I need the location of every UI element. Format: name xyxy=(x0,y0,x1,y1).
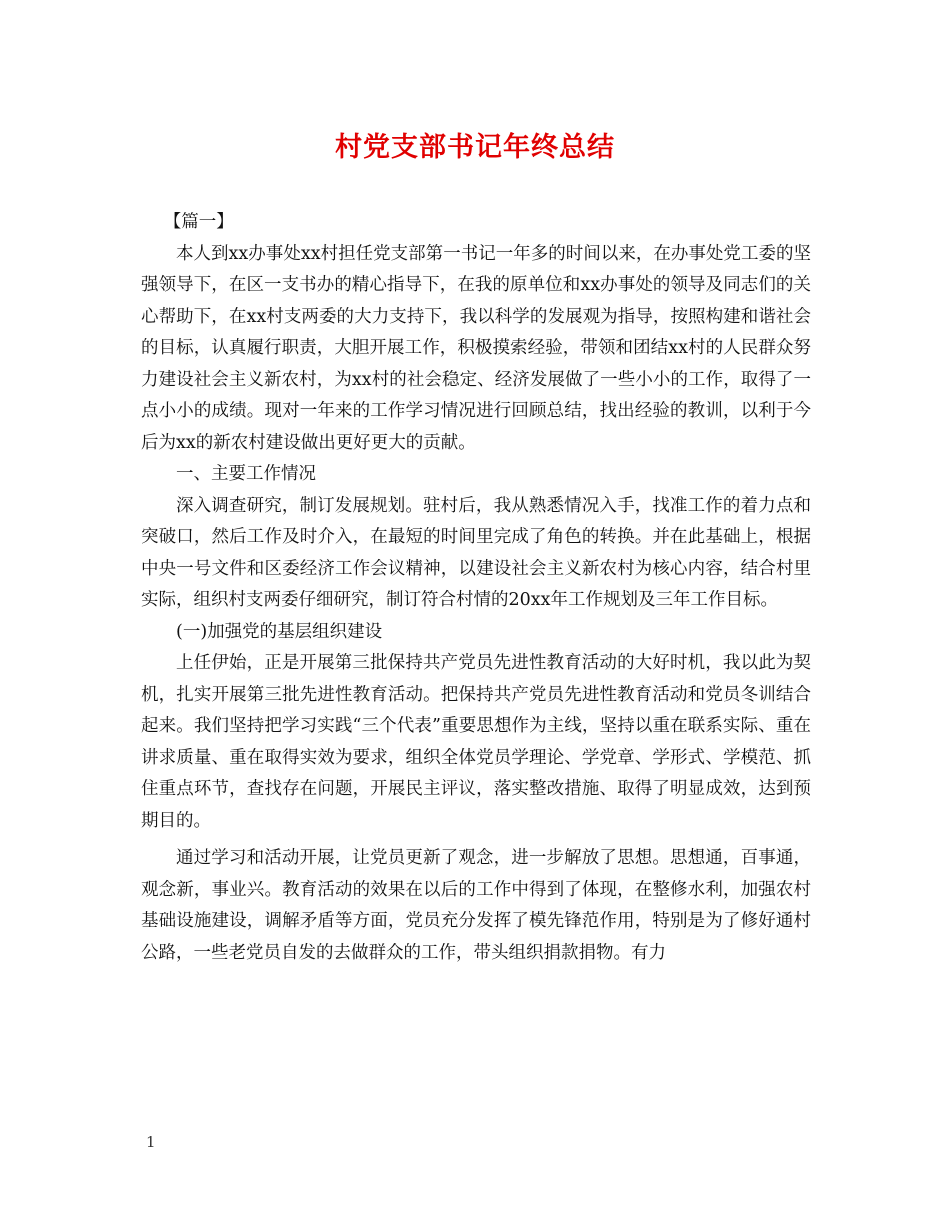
paragraph-results: 通过学习和活动开展，让党员更新了观念，进一步解放了思想。思想通，百事通，观念新，事业兴。教育活动的效果在以后的工作中得到了体现，在整修水利，加强农村基础设施建设，调解矛盾等方面，党员充分发挥了模先锋范作用，特别是为了修好通村公路，一些老党员自发的去做群众的工作，带头组织捐款捐物。有力 xyxy=(141,848,811,963)
paragraph-research: 深入调查研究，制订发展规划。驻村后，我从熟悉情况入手，找准工作的着力点和突破口，然后工作及时介入，在最短的时间里完成了角色的转换。并在此基础上，根据中央一号文件和区委经济工作会议精神，以建设社会主义新农村为核心内容，结合村里实际，组织村支两委仔细研究，制订符合村情的20xx年工作规划及三年工作目标。 xyxy=(141,495,811,610)
paragraph-education-activity: 上任伊始，正是开展第三批保持共产党员先进性教育活动的大好时机，我以此为契机，扎实开展第三批先进性教育活动。把保持共产党员先进性教育活动和党员冬训结合起来。我们坚持把学习实践“三个代表”重要思想作为主线，坚持以重在联系实际、重在讲求质量、重在取得实效为要求，组织全体党员学理论、学党章、学形式、学模范、抓住重点环节，查找存在问题，开展民主评议，落实整改措施、取得了明显成效，达到预期目的。 xyxy=(141,653,811,831)
section-label: 【篇一】 xyxy=(163,212,234,232)
paragraph-intro: 本人到xx办事处xx村担任党支部第一书记一年多的时间以来，在办事处党工委的坚强领导下，在区一支书办的精心指导下，在我的原单位和xx办事处的领导及同志们的关心帮助下，在xx村支两委的大力支持下，我以科学的发展观为指导，按照构建和谐社会的目标，认真履行职责，大胆开展工作，积极摸索经验，带领和团结xx村的人民群众努力建设社会主义新农村，为xx村的社会稳定、经济发展做了一些小小的工作，取得了一点小小的成绩。现对一年来的工作学习情况进行回顾总结，找出经验的教训，以利于今后为xx的新农村建设做出更好更大的贡献。 xyxy=(141,243,811,453)
heading-main-work: 一、主要工作情况 xyxy=(176,464,316,484)
page-number: 1 xyxy=(146,1133,156,1151)
document-body xyxy=(141,207,811,969)
heading-party-organization: (一)加强党的基层组织建设 xyxy=(176,621,383,642)
document-title: 村党支部书记年终总结 xyxy=(335,132,615,163)
